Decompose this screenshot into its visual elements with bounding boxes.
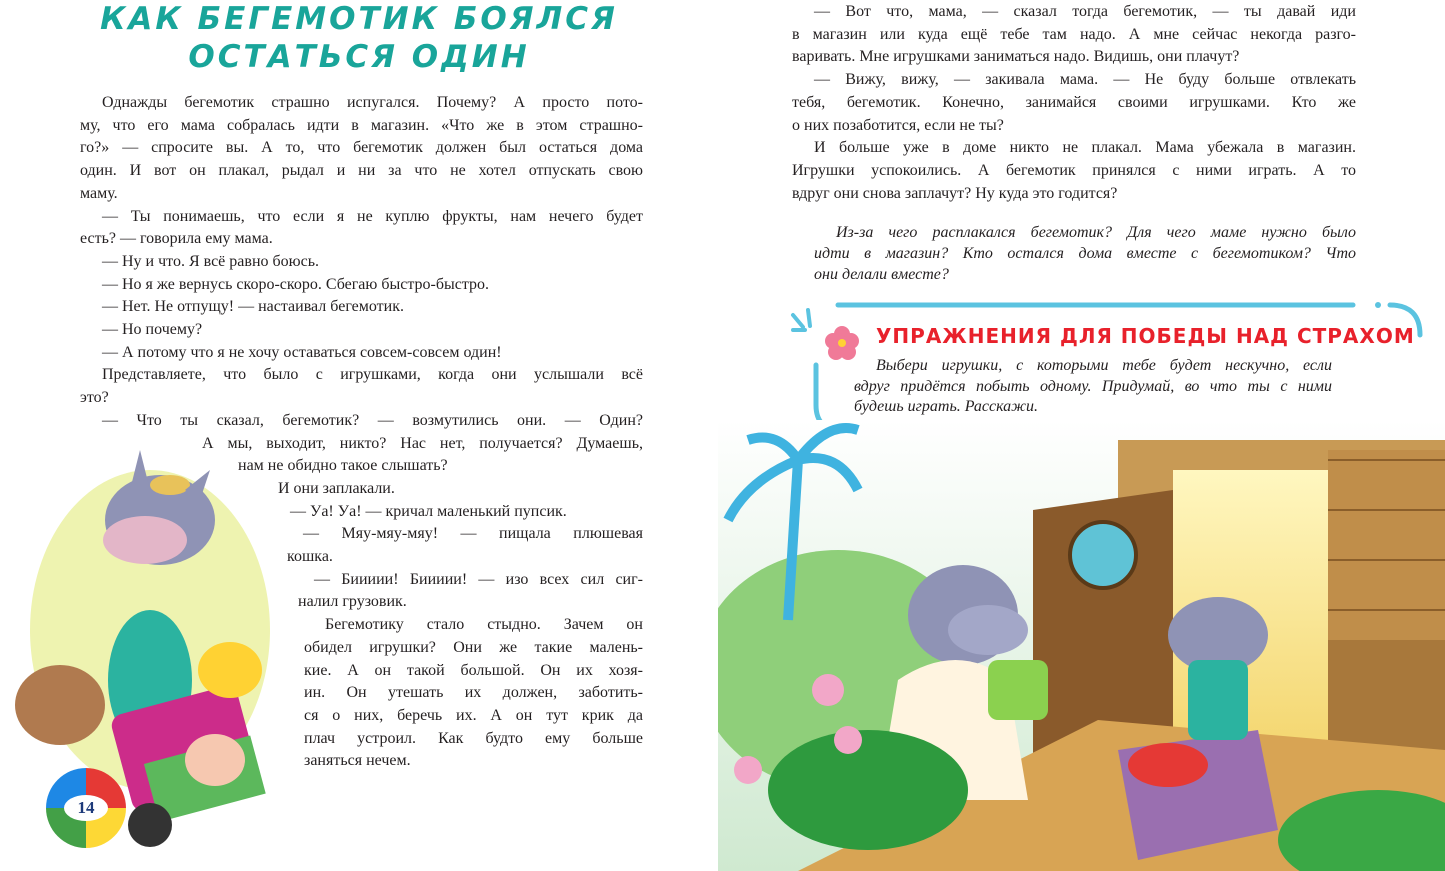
text-line: вдруг они снова заплачут? Ну куда это годится? (792, 184, 1118, 202)
text-line: плач устроил. Как будто ему больше (304, 729, 643, 747)
text-line: ин. Он утешать их должен, заботить- (304, 684, 643, 702)
text-line: — Биииии! Биииии! — изо всех сил сиг- (314, 570, 643, 588)
text-line: — Ты понимаешь, что если я не куплю фрукты, нам нечего будет (102, 207, 643, 225)
text-line: — Вот что, мама, — сказал тогда бегемотик, — ты давай иди (814, 3, 1356, 20)
text-line: Представляете, что было с игрушками, когда они услышали всё (102, 366, 643, 384)
house-scene-illustration (718, 420, 1445, 871)
green-handbag (988, 660, 1048, 720)
text-line: — Но почему? (102, 321, 203, 338)
text-line: Из-за чего расплакался бегемотик? Для чего маме нужно было (836, 224, 1356, 241)
text-line: это? (80, 389, 109, 407)
flower-icon (825, 326, 859, 360)
text-line: идти в магазин? Кто остался дома вместе с бегемотиком? Что (814, 245, 1356, 262)
door-window (1070, 522, 1136, 588)
exercise-title: УПРАЖНЕНИЯ ДЛЯ ПОБЕДЫ НАД СТРАХОМ (876, 324, 1415, 348)
text-line: нам не обидно такое слышать? (238, 457, 448, 475)
text-line: Однажды бегемотик страшно испугался. Почему? А просто пото- (102, 94, 643, 111)
text-line: есть? — говорила ему мама. (80, 230, 273, 248)
toy-baby (185, 734, 245, 786)
page-number: 14 (64, 795, 108, 821)
text-line: И они заплакали. (278, 479, 395, 497)
story-title-line-1: КАК БЕГЕМОТИК БОЯЛСЯ (100, 1, 618, 37)
toy-cat (15, 665, 105, 745)
text-line: Бегемотику стало стыдно. Зачем он (325, 616, 643, 634)
text-line: в магазин или куда ещё тебе там надо. А мне сейчас некогда разго- (792, 25, 1356, 43)
text-line: И больше уже в доме никто не плакал. Мама убежала в магазин. (814, 139, 1356, 157)
text-line: — Что ты сказал, бегемотик? — возмутились они. — Один? (102, 411, 643, 429)
text-line: тебя, бегемотик. Конечно, занимайся своими игрушками. Кто же (792, 93, 1356, 111)
right-page (718, 0, 1445, 871)
text-line: маму. (80, 184, 118, 202)
text-line: они делали вместе? (814, 266, 949, 283)
toy-duck (198, 642, 262, 698)
text-line: А мы, выходит, никто? Нас нет, получается? Думаешь, (202, 434, 643, 452)
text-line: — Уа! Уа! — кричал маленький пупсик. (290, 502, 567, 520)
text-line: — Вижу, вижу, — закивала мама. — Не буду больше отвлекать (814, 71, 1356, 89)
text-line: заняться нечем. (304, 752, 411, 770)
text-line: будешь играть. Расскажи. (854, 398, 1039, 415)
text-line: один. И вот он плакал, рыдал и ни за что не хотел отпускать свою (80, 162, 643, 180)
text-line: — А потому что я не хочу оставаться совсем-совсем один! (102, 343, 502, 361)
hippo-toys-illustration (0, 430, 300, 871)
text-line: обидел игрушки? Они же такие малень- (304, 638, 643, 656)
text-line: Игрушки успокоились. А бегемотик принялся с ними играть. А то (792, 161, 1356, 179)
text-line: налил грузовик. (298, 593, 407, 611)
text-line: — Нет. Не отпущу! — настаивал бегемотик. (102, 298, 405, 316)
text-line: — Ну и что. Я всё равно боюсь. (102, 252, 319, 270)
text-line: варивать. Мне игрушками заниматься надо. Видишь, они плачут? (792, 48, 1240, 66)
text-line: — Но я же вернусь скоро-скоро. Сбегаю быстро-быстро. (102, 275, 490, 293)
text-line: му, что его мама собралась идти в магазин. «Что же в этом страшно- (80, 116, 643, 134)
story-title-line-2: ОСТАТЬСЯ ОДИН (188, 39, 530, 75)
text-line: о них позаботится, если не ты? (792, 116, 1004, 134)
toy-boat (1128, 743, 1208, 787)
left-page (0, 0, 718, 871)
page-number-ball (46, 768, 126, 848)
text-line: Выбери игрушки, с которыми тебе будет нескучно, если (876, 357, 1332, 374)
text-line: ся о них, беречь их. А он тут крик да (304, 706, 643, 724)
text-line: кошка. (287, 548, 333, 565)
text-line: го?» — спросите вы. А то, что бегемотик должен был остаться дома (80, 139, 643, 157)
text-line: вдруг придётся побыть одному. Придумай, во что ты с ними (854, 377, 1332, 395)
text-line: кие. А он такой большой. Он их хозя- (304, 661, 643, 679)
text-line: — Мяу-мяу-мяу! — пищала плюшевая (303, 525, 643, 543)
